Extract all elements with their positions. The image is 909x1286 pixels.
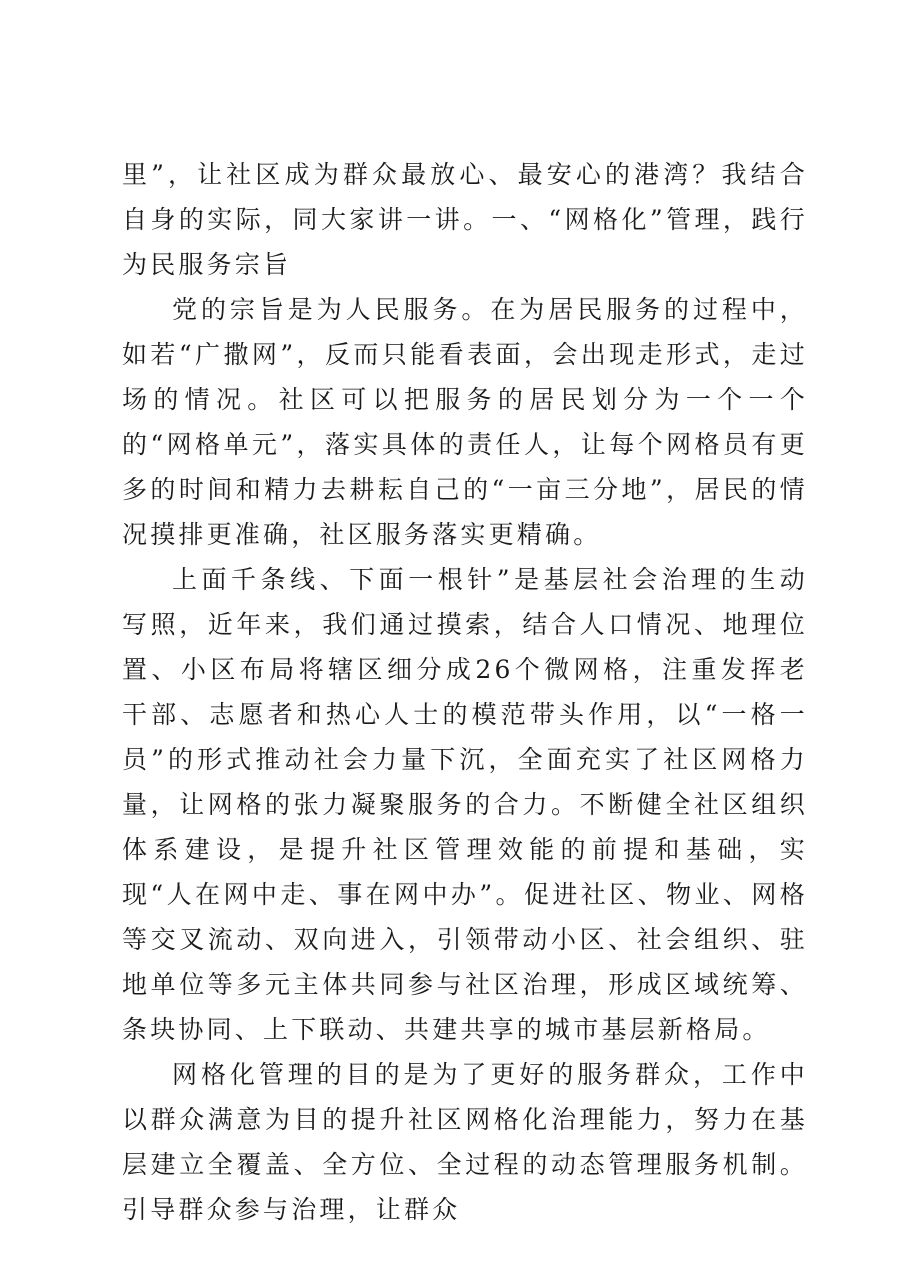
document-body bbox=[122, 152, 808, 1232]
paragraph-1: 里”，让社区成为群众最放心、最安心的港湾？我结合自身的实际，同大家讲一讲。一、“网格化”管理，践行为民服务宗旨 bbox=[122, 160, 808, 279]
paragraph-2: 党的宗旨是为人民服务。在为居民服务的过程中，如若“广撒网”，反而只能看表面，会出现走形式，走过场的情况。社区可以把服务的居民划分为一个一个的“网格单元”，落实具体的责任人，让每个网格员有更多的时间和精力去耕耘自己的“一亩三分地”，居民的情况摸排更准确，社区服务落实更精确。 bbox=[122, 295, 808, 549]
paragraph-4: 网格化管理的目的是为了更好的服务群众，工作中以群众满意为目的提升社区网格化治理能力，努力在基层建立全覆盖、全方位、全过程的动态管理服务机制。引导群众参与治理，让群众 bbox=[122, 1060, 808, 1224]
paragraph-3: 上面千条线、下面一根针”是基层社会治理的生动写照，近年来，我们通过摸索，结合人口情况、地理位置、小区布局将辖区细分成26个微网格，注重发挥老干部、志愿者和热心人士的模范带头作用，以“一格一员”的形式推动社会力量下沉，全面充实了社区网格力量，让网格的张力凝聚服务的合力。不断健全社区组织体系建设，是提升社区管理效能的前提和基础，实现“人在网中走、事在网中办”。促进社区、物业、网格等交叉流动、双向进入，引领带动小区、社会组织、驻地单位等多元主体共同参与社区治理，形成区域统筹、条块协同、上下联动、共建共享的城市基层新格局。 bbox=[122, 565, 808, 1044]
